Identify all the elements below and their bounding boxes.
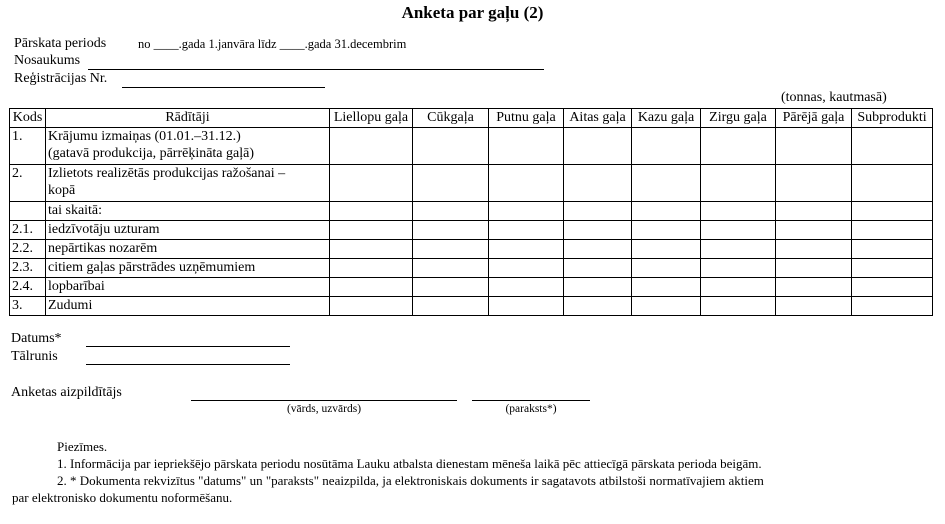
value-cell[interactable]: [330, 259, 413, 278]
value-cell[interactable]: [776, 128, 852, 165]
date-label: Datums*: [11, 331, 62, 346]
value-cell[interactable]: [489, 165, 564, 202]
value-cell[interactable]: [632, 259, 701, 278]
value-cell[interactable]: [564, 259, 632, 278]
row-indicator-line: Izlietots realizētās produkcijas ražošanai –: [48, 166, 286, 181]
row-indicator: [46, 128, 330, 165]
row-indicator: [46, 165, 330, 202]
row-indicator: tai skaitā:: [46, 202, 330, 221]
value-cell[interactable]: [413, 240, 489, 259]
value-cell[interactable]: [413, 278, 489, 297]
column-header: Zirgu gaļa: [701, 109, 776, 128]
value-cell[interactable]: [489, 221, 564, 240]
phone-field[interactable]: [86, 364, 290, 365]
value-cell[interactable]: [632, 240, 701, 259]
meat-table: [9, 108, 933, 316]
column-header: Cūkgaļa: [413, 109, 489, 128]
row-code: 2.3.: [10, 259, 46, 278]
column-header: Pārējā gaļa: [776, 109, 852, 128]
value-cell[interactable]: [632, 221, 701, 240]
value-cell[interactable]: [413, 165, 489, 202]
row-code: 3.: [10, 297, 46, 316]
value-cell[interactable]: [330, 240, 413, 259]
value-cell[interactable]: [701, 202, 776, 221]
column-header: Rādītāji: [46, 109, 330, 128]
value-cell[interactable]: [330, 202, 413, 221]
value-cell[interactable]: [489, 259, 564, 278]
value-cell[interactable]: [564, 202, 632, 221]
value-cell[interactable]: [564, 128, 632, 165]
value-cell[interactable]: [852, 278, 933, 297]
signature-caption: (paraksts*): [505, 403, 557, 415]
value-cell[interactable]: [776, 165, 852, 202]
value-cell[interactable]: [489, 297, 564, 316]
signature-field[interactable]: [472, 400, 590, 401]
table-row: [10, 259, 933, 278]
note-2: 2. * Dokumenta rekvizītus "datums" un "paraksts" neaizpilda, ja elektroniskais dokuments ir sagatavots atbilstoši normatīvajiem aktiem: [57, 473, 764, 488]
phone-label: Tālrunis: [11, 349, 58, 364]
column-header: Liellopu gaļa: [330, 109, 413, 128]
value-cell[interactable]: [564, 165, 632, 202]
name-field[interactable]: [88, 69, 544, 70]
value-cell[interactable]: [330, 128, 413, 165]
value-cell[interactable]: [489, 202, 564, 221]
value-cell[interactable]: [852, 221, 933, 240]
value-cell[interactable]: [632, 128, 701, 165]
value-cell[interactable]: [776, 259, 852, 278]
page-title: Anketa par gaļu (2): [401, 3, 544, 22]
name-label: Nosaukums: [14, 53, 81, 68]
table-row: [10, 297, 933, 316]
value-cell[interactable]: [852, 128, 933, 165]
value-cell[interactable]: [330, 278, 413, 297]
value-cell[interactable]: [852, 240, 933, 259]
value-cell[interactable]: [701, 221, 776, 240]
value-cell[interactable]: [330, 165, 413, 202]
value-cell[interactable]: [489, 240, 564, 259]
note-2-continued: par elektronisko dokumentu noformēšanu.: [12, 490, 233, 505]
value-cell[interactable]: [701, 165, 776, 202]
row-indicator-line: Krājumu izmaiņas (01.01.–31.12.): [48, 129, 241, 144]
value-cell[interactable]: [413, 202, 489, 221]
table-row: [10, 202, 933, 221]
column-header: Aitas gaļa: [564, 109, 632, 128]
value-cell[interactable]: [330, 297, 413, 316]
row-indicator: nepārtikas nozarēm: [46, 240, 330, 259]
note-1: 1. Informācija par iepriekšējo pārskata periodu nosūtāma Lauku atbalsta dienestam mēneša laikā pēc attiecīgā pārskata perioda beigām.: [57, 456, 762, 471]
value-cell[interactable]: [776, 240, 852, 259]
value-cell[interactable]: [632, 202, 701, 221]
table-header-row: [10, 109, 933, 128]
name-caption: (vārds, uzvārds): [286, 403, 362, 415]
value-cell[interactable]: [852, 165, 933, 202]
table-row: [10, 165, 933, 202]
column-header: Kazu gaļa: [632, 109, 701, 128]
row-indicator-line: kopā: [48, 183, 76, 198]
value-cell[interactable]: [564, 240, 632, 259]
value-cell[interactable]: [564, 297, 632, 316]
value-cell[interactable]: [413, 128, 489, 165]
value-cell[interactable]: [413, 297, 489, 316]
value-cell[interactable]: [413, 221, 489, 240]
row-indicator: lopbarībai: [46, 278, 330, 297]
value-cell[interactable]: [632, 297, 701, 316]
value-cell[interactable]: [701, 259, 776, 278]
filler-label: Anketas aizpildītājs: [11, 385, 122, 400]
table-row: [10, 240, 933, 259]
value-cell[interactable]: [632, 165, 701, 202]
table-row: [10, 221, 933, 240]
row-indicator-line: (gatavā produkcija, pārrēķināta gaļā): [48, 146, 255, 161]
row-indicator: citiem gaļas pārstrādes uzņēmumiem: [46, 259, 330, 278]
row-code: 1.: [10, 128, 46, 165]
row-code: 2.2.: [10, 240, 46, 259]
value-cell[interactable]: [776, 221, 852, 240]
value-cell[interactable]: [330, 221, 413, 240]
value-cell[interactable]: [701, 128, 776, 165]
units-note: (tonnas, kautmasā): [781, 90, 887, 105]
column-header: Putnu gaļa: [489, 109, 564, 128]
value-cell[interactable]: [632, 278, 701, 297]
row-indicator: iedzīvotāju uzturam: [46, 221, 330, 240]
value-cell[interactable]: [489, 278, 564, 297]
row-code: 2.4.: [10, 278, 46, 297]
column-header: Subprodukti: [852, 109, 933, 128]
period-text: no ____.gada 1.janvāra līdz ____.gada 31.decembrim: [138, 37, 407, 51]
row-code: [10, 202, 46, 221]
value-cell[interactable]: [701, 297, 776, 316]
value-cell[interactable]: [776, 297, 852, 316]
table-row: [10, 278, 933, 297]
value-cell[interactable]: [413, 259, 489, 278]
row-code: 2.1.: [10, 221, 46, 240]
value-cell[interactable]: [776, 278, 852, 297]
value-cell[interactable]: [489, 128, 564, 165]
notes-heading: Piezīmes.: [57, 439, 108, 454]
table-row: [10, 128, 933, 165]
value-cell[interactable]: [701, 240, 776, 259]
value-cell[interactable]: [564, 278, 632, 297]
row-code: 2.: [10, 165, 46, 202]
value-cell[interactable]: [852, 259, 933, 278]
registration-field[interactable]: [122, 87, 325, 88]
value-cell[interactable]: [852, 297, 933, 316]
registration-label: Reģistrācijas Nr.: [14, 71, 108, 86]
row-indicator: Zudumi: [46, 297, 330, 316]
period-label: Pārskata periods: [14, 36, 107, 51]
value-cell[interactable]: [564, 221, 632, 240]
date-field[interactable]: [86, 346, 290, 347]
value-cell[interactable]: [701, 278, 776, 297]
column-header: Kods: [10, 109, 46, 128]
filler-name-field[interactable]: [191, 400, 457, 401]
value-cell[interactable]: [776, 202, 852, 221]
value-cell[interactable]: [852, 202, 933, 221]
